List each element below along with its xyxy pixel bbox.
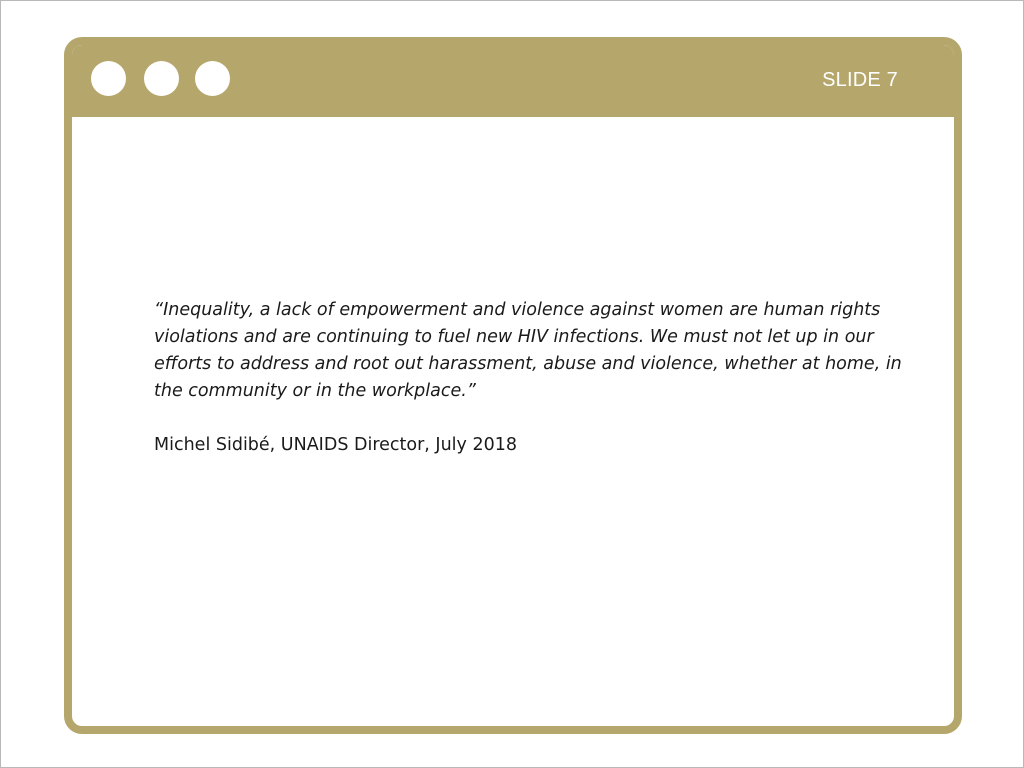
window-dot-icon xyxy=(144,61,179,96)
window-dot-icon xyxy=(91,61,126,96)
window-dot-icon xyxy=(195,61,230,96)
slide-number-label: SLIDE 7 xyxy=(822,69,898,91)
quote-block xyxy=(154,297,914,459)
quote-text: “Inequality, a lack of empowerment and violence against women are human rights violations and are continuing to fuel new HIV infections. We must not let up in our efforts to address and root out harassment, abuse and violence, whether at home, in the community or in the workplace.” xyxy=(154,300,902,401)
window-frame xyxy=(64,37,962,734)
title-bar xyxy=(72,45,954,117)
quote-attribution: Michel Sidibé, UNAIDS Director, July 2018 xyxy=(154,435,517,455)
